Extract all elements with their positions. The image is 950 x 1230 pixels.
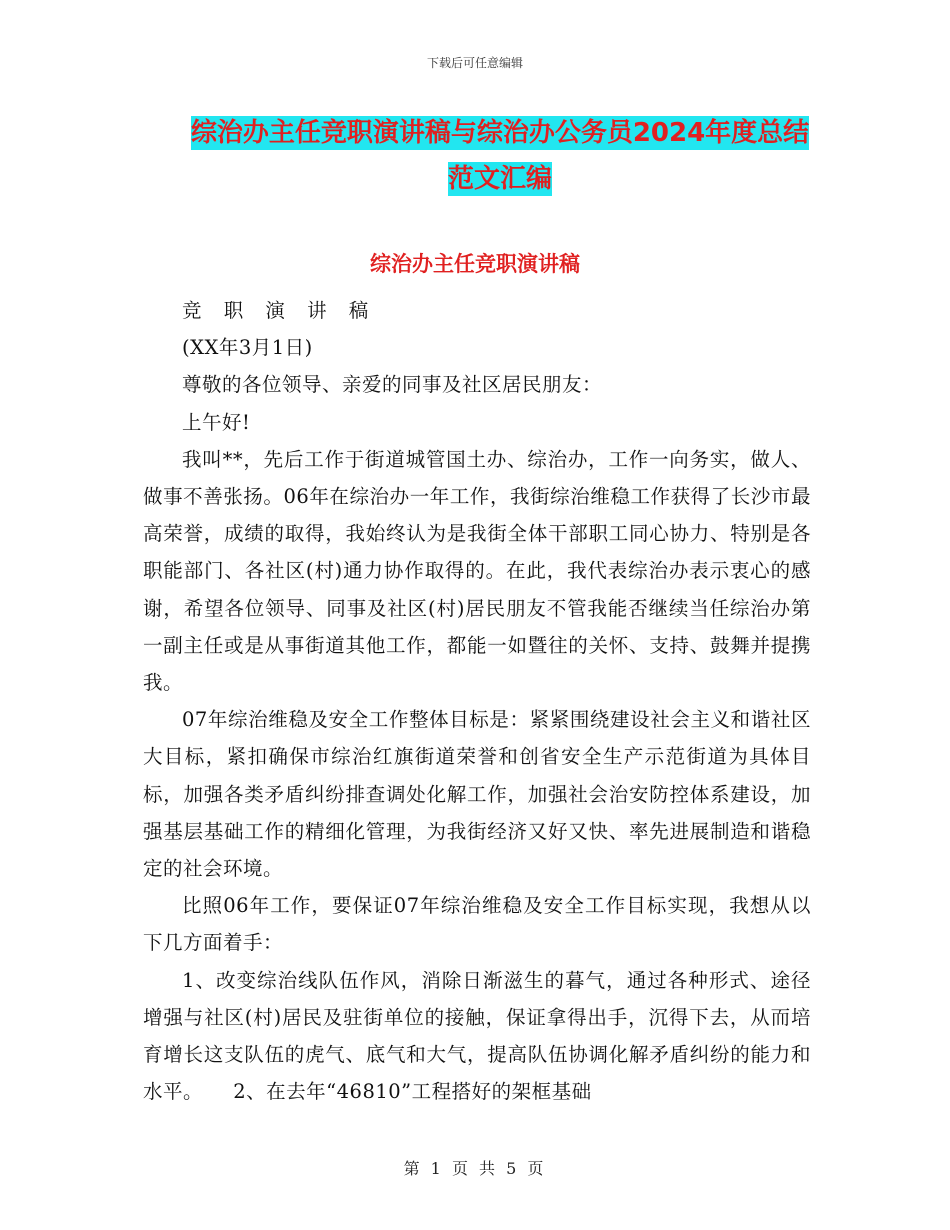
title-line-1: 综治办主任竞职演讲稿与综治办公务员2024年度总结 bbox=[190, 118, 810, 148]
paragraph-salutation: 尊敬的各位领导、亲爱的同事及社区居民朋友： bbox=[182, 373, 603, 397]
page-footer: 第 1 页 共 5 页 bbox=[403, 1159, 547, 1178]
paragraph-plan: 比照06年工作，要保证07年综治维稳及安全工作目标实现，我想从以下几方面着手： bbox=[143, 894, 811, 955]
paragraph-item-1: 1、改变综治线队伍作风，消除日渐滋生的暮气，通过各种形式、途径增强与社区(村)居民及驻街单位的接触，保证拿得出手，沉得下去，从而培育增长这支队伍的虎气、底气和大气，提高队伍协调化解矛盾纠纷的能力和水平。 2、在去年“46810”工程搭好的架框基础 bbox=[143, 968, 811, 1104]
section-title: 综治办主任竞职演讲稿 bbox=[370, 252, 580, 276]
paragraph-date: (XX年3月1日) bbox=[182, 336, 313, 360]
header-note: 下载后可任意编辑 bbox=[426, 56, 523, 70]
title-line-2: 范文汇编 bbox=[447, 164, 552, 194]
paragraph-intro: 我叫**，先后工作于街道城管国土办、综治办，工作一向务实，做人、做事不善张扬。06年在综治办一年工作，我街综治维稳工作获得了长沙市最高荣誉，成绩的取得，我始终认为是我街全体干部职工同心协力、特别是各职能部门、各社区(村)通力协作取得的。在此，我代表综治办表示衷心的感谢，希望各位领导、同事及社区(村)居民朋友不管我能否继续当任综治办第一副主任或是从事街道其他工作，都能一如暨往的关怀、支持、鼓舞并提携我。 bbox=[143, 447, 811, 695]
paragraph-goals: 07年综治维稳及安全工作整体目标是：紧紧围绕建设社会主义和谐社区大目标，紧扣确保市综治红旗街道荣誉和创省安全生产示范街道为具体目标，加强各类矛盾纠纷排查调处化解工作，加强社会治安防控体系建设，加强基层基础工作的精细化管理，为我街经济又好又快、率先进展制造和谐稳定的社会环境。 bbox=[143, 708, 811, 881]
paragraph-greeting: 上午好! bbox=[182, 410, 251, 434]
paragraph-heading: 竞 职 演 讲 稿 bbox=[182, 299, 377, 322]
document-title bbox=[140, 110, 860, 202]
body-text bbox=[143, 292, 811, 1110]
